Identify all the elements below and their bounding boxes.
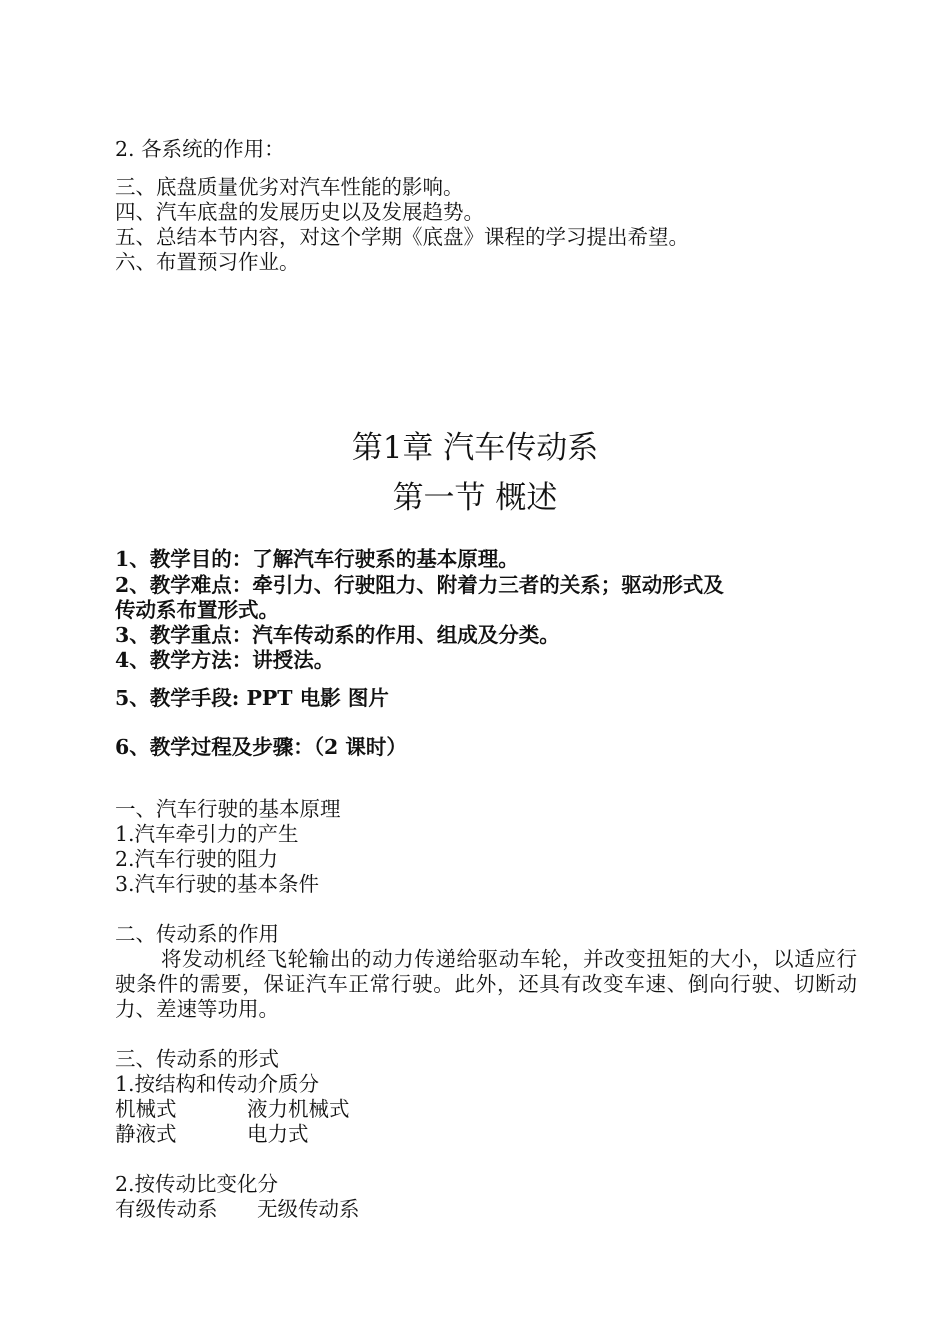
type-hydrostatic: 静液式 xyxy=(115,1122,177,1146)
top-line-3: 三、底盘质量优劣对汽车性能的影响。 xyxy=(115,175,464,199)
top-item-2: 2. 各系统的作用： xyxy=(115,137,285,161)
part2-heading: 二、传动系的作用 xyxy=(115,922,279,946)
teaching-means: 5、教学手段: PPT 电影 图片 xyxy=(115,686,389,710)
teaching-method: 4、教学方法：讲授法。 xyxy=(115,648,335,672)
part1-item-3: 3.汽车行驶的基本条件 xyxy=(115,872,320,896)
part1-item-2: 2.汽车行驶的阻力 xyxy=(115,847,279,871)
teaching-goal: 1、教学目的：了解汽车行驶系的基本原理。 xyxy=(115,547,519,571)
part3-sub-2: 2.按传动比变化分 xyxy=(115,1172,279,1196)
teaching-difficulty-cont: 传动系布置形式。 xyxy=(115,598,279,622)
part1-heading: 一、汽车行驶的基本原理 xyxy=(115,797,341,821)
top-line-5: 五、总结本节内容，对这个学期《底盘》课程的学习提出希望。 xyxy=(115,225,689,249)
section-title: 第一节 概述 xyxy=(392,480,558,516)
type-hydro-mechanical: 液力机械式 xyxy=(247,1097,350,1121)
part3-row-3 xyxy=(115,1197,515,1222)
teaching-key: 3、教学重点：汽车传动系的作用、组成及分类。 xyxy=(115,623,560,647)
type-stepped: 有级传动系 xyxy=(115,1197,218,1221)
chapter-title: 第1章 汽车传动系 xyxy=(351,430,599,466)
part3-row-2 xyxy=(115,1122,515,1147)
part3-heading: 三、传动系的形式 xyxy=(115,1047,279,1071)
type-electric: 电力式 xyxy=(247,1122,309,1146)
type-mechanical: 机械式 xyxy=(115,1097,177,1121)
part3-sub-1: 1.按结构和传动介质分 xyxy=(115,1072,320,1096)
top-line-6: 六、布置预习作业。 xyxy=(115,250,300,274)
part1-item-1: 1.汽车牵引力的产生 xyxy=(115,822,299,846)
teaching-difficulty: 2、教学难点：牵引力、行驶阻力、附着力三者的关系；驱动形式及 xyxy=(115,573,724,597)
top-line-4: 四、汽车底盘的发展历史以及发展趋势。 xyxy=(115,200,484,224)
teaching-process: 6、教学过程及步骤：（2 课时） xyxy=(115,735,407,759)
type-stepless: 无级传动系 xyxy=(257,1197,360,1221)
part2-paragraph: 将发动机经飞轮输出的动力传递给驱动车轮，并改变扭矩的大小，以适应行驶条件的需要，保证汽车正常行驶。此外，还具有改变车速、倒向行驶、切断动力、差速等功用。 xyxy=(115,947,857,1021)
part3-row-1 xyxy=(115,1097,515,1122)
